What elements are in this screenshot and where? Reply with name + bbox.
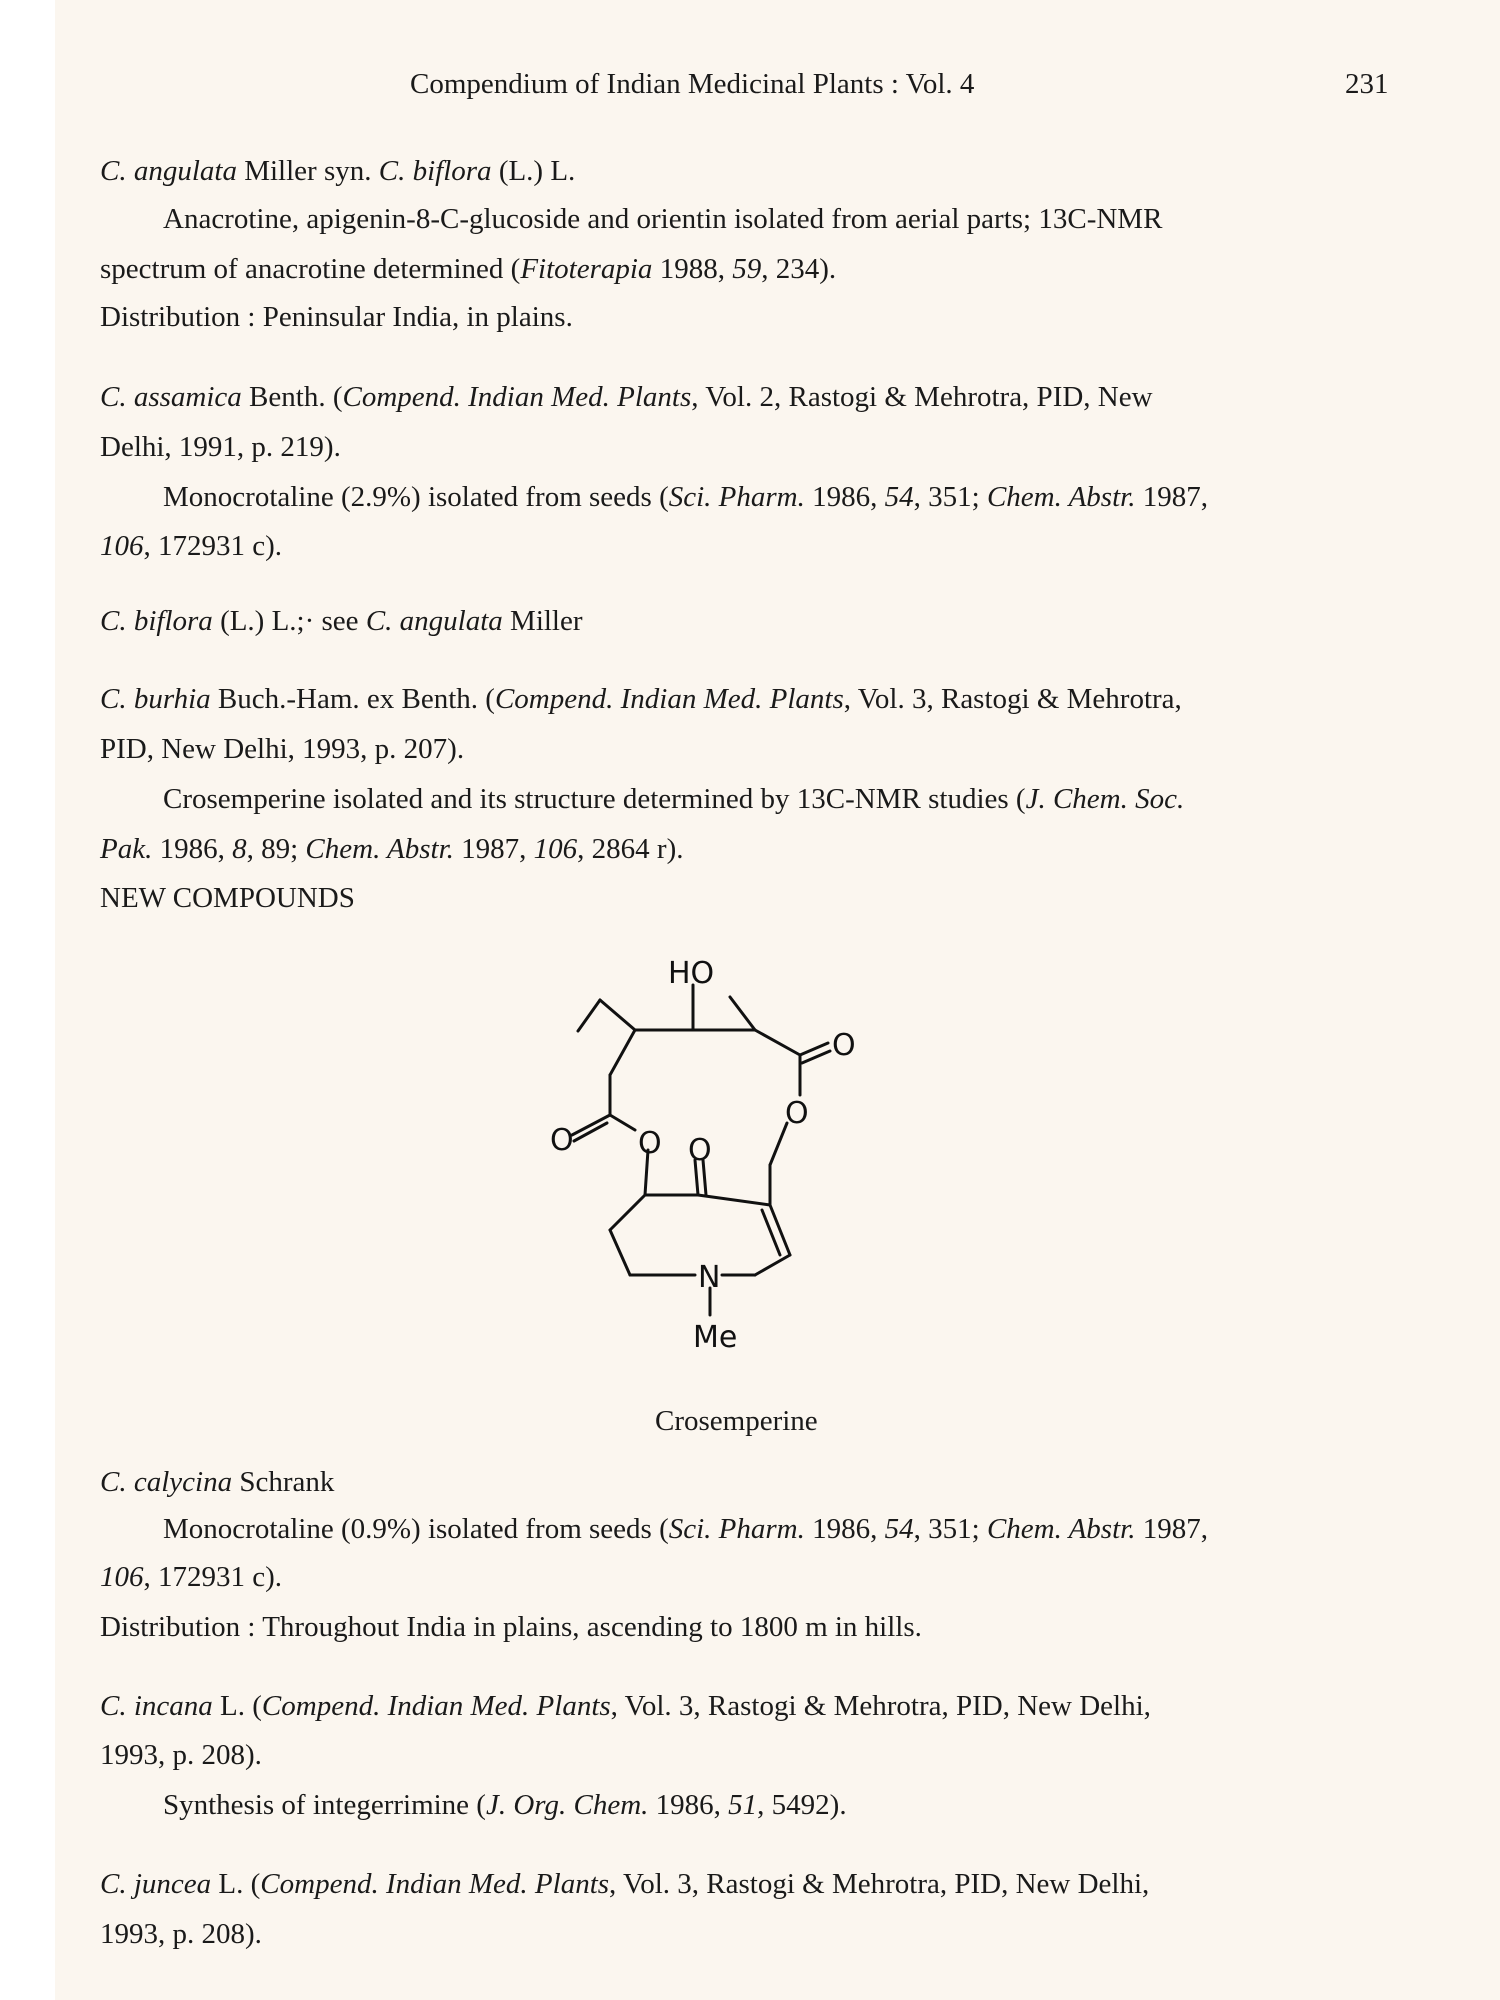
entry-calycina-text: Monocrotaline (0.9%) isolated from seeds (Sci. Pharm. 1986, 54, 351; Chem. Abstr. 1987, [163,1513,1208,1545]
entry-assamica-text-line2: 106, 172931 c). [100,530,283,562]
species-name: C. calycina [100,1466,233,1498]
entry-angulata-distribution: Distribution : Peninsular India, in plains. [100,301,573,333]
species-name: C. assamica [100,381,242,413]
page-number: 231 [1345,68,1389,100]
atom-label-o: O [638,1126,662,1161]
entry-incana-ref-line2: 1993, p. 208). [100,1739,262,1771]
atom-label-ho: HO [668,956,715,991]
bond [770,1205,790,1255]
atom-label-me: Me [693,1320,738,1355]
crosemperine-structure [550,955,1010,1355]
atom-label-o: O [832,1028,856,1063]
entry-incana-text: Synthesis of integerrimine (J. Org. Chem. 1986, 51, 5492). [163,1789,847,1821]
structure-caption: Crosemperine [655,1405,818,1437]
entry-burhia-text-line2: Pak. 1986, 8, 89; Chem. Abstr. 1987, 106, 2864 r). [100,833,684,865]
entry-calycina-text-line2: 106, 172931 c). [100,1561,283,1593]
species-name: C. juncea [100,1868,212,1900]
entry-calycina-heading: C. calycina Schrank [100,1466,335,1498]
entry-juncea-ref-line2: 1993, p. 208). [100,1918,262,1950]
section-heading-new-compounds: NEW COMPOUNDS [100,882,355,914]
species-name: C. angulata [100,155,237,187]
book-page [55,0,1500,2000]
entry-assamica-heading: C. assamica Benth. (Compend. Indian Med. Plants, Vol. 2, Rastogi & Mehrotra, PID, New [100,381,1153,413]
species-name: C. incana [100,1690,213,1722]
bond [755,1030,800,1055]
bond [600,1000,635,1030]
species-name: C. burhia [100,683,211,715]
entry-burhia-ref-line2: PID, New Delhi, 1993, p. 207). [100,733,465,765]
entry-burhia-text: Crosemperine isolated and its structure determined by 13C-NMR studies (J. Chem. Soc. [163,783,1185,815]
entry-angulata-text: Anacrotine, apigenin-8-C-glucoside and orientin isolated from aerial parts; 13C-NMR [163,203,1163,235]
bond [755,1255,790,1275]
bond [610,1230,630,1275]
synonym-name: C. biflora [378,155,492,187]
bond [698,1195,770,1205]
bond [610,1195,645,1230]
running-title: Compendium of Indian Medicinal Plants : Vol. 4 [410,68,975,100]
entry-juncea-heading: C. juncea L. (Compend. Indian Med. Plants, Vol. 3, Rastogi & Mehrotra, PID, New Delhi, [100,1868,1150,1900]
entry-incana-heading: C. incana L. (Compend. Indian Med. Plants, Vol. 3, Rastogi & Mehrotra, PID, New Delhi, [100,1690,1151,1722]
entry-calycina-distribution: Distribution : Throughout India in plains, ascending to 1800 m in hills. [100,1611,922,1643]
bond [578,1000,600,1031]
entry-angulata-ref: spectrum of anacrotine determined (Fitoterapia 1988, 59, 234). [100,253,837,285]
entry-assamica-ref-line2: Delhi, 1991, p. 219). [100,431,341,463]
entry-assamica-text: Monocrotaline (2.9%) isolated from seeds (Sci. Pharm. 1986, 54, 351; Chem. Abstr. 1987, [163,481,1208,513]
species-name: C. biflora [100,605,213,637]
atom-label-o: O [785,1096,809,1131]
atom-label-o: O [688,1133,712,1168]
bond [730,997,755,1030]
entry-burhia-heading: C. burhia Buch.-Ham. ex Benth. (Compend. Indian Med. Plants, Vol. 3, Rastogi & Mehrotra, [100,683,1182,715]
atom-label-o: O [550,1123,574,1158]
entry-biflora-heading: C. biflora (L.) L.;· see C. angulata Miller [100,605,583,637]
bond [610,1030,635,1075]
atom-label-n: N [698,1260,721,1295]
page-header [55,68,1500,108]
bond [762,1210,780,1255]
entry-angulata-heading: C. angulata Miller syn. C. biflora (L.) L. [100,155,576,187]
bond [610,1115,635,1130]
